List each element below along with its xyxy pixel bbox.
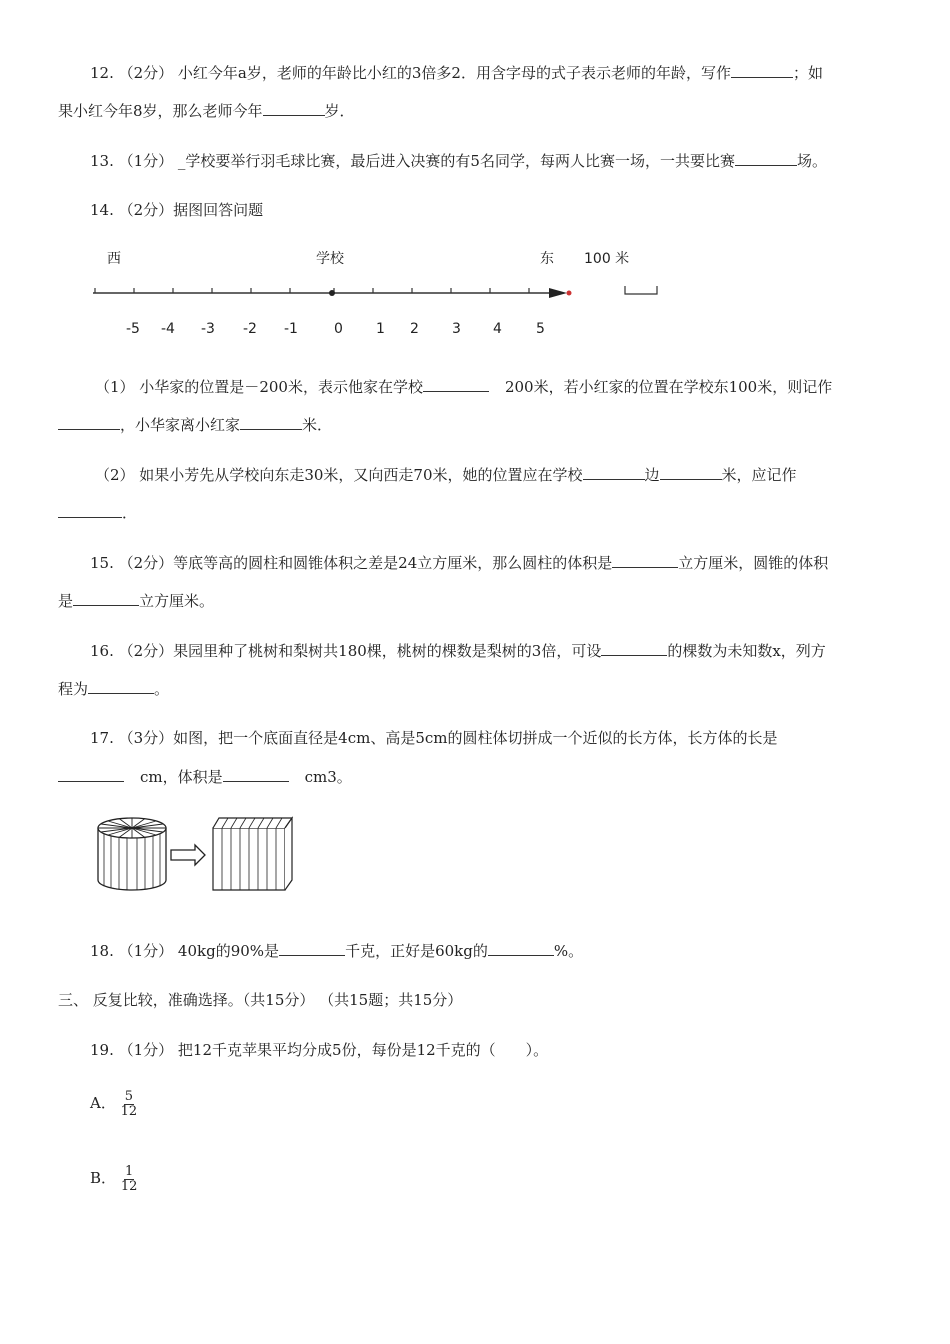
nl-scale-label: 100 米 [584, 251, 630, 267]
q12-blank-1[interactable] [731, 62, 793, 78]
fraction [121, 1165, 138, 1194]
q14-p1-line1 [95, 376, 832, 397]
q15-line1 [90, 552, 828, 573]
q12-text-4: 岁． [324, 102, 355, 120]
q14-p1-text-4: 米． [302, 416, 333, 434]
nl-tick-label: -1 [284, 321, 298, 337]
q18-text-2: 千克，正好是60kg的 [345, 942, 488, 960]
q17-text-3: cm3。 [304, 768, 352, 786]
q13-blank[interactable] [735, 150, 797, 166]
q14-p1-text-2: 200米，若小红家的位置在学校东100米，则记作 [504, 378, 833, 396]
q12-line1 [90, 62, 823, 83]
q19-option-a[interactable] [90, 1088, 137, 1119]
q14-p2-line1 [95, 464, 797, 485]
q14-p1-blank-3[interactable] [240, 414, 302, 430]
nl-arrow [549, 288, 567, 298]
nl-tick-label: 0 [334, 321, 343, 337]
q15-text-2: 立方厘米，圆锥的体积 [678, 554, 829, 572]
cylinder-shape [98, 818, 166, 890]
q14-p1-text: （1） 小华家的位置是－200米，表示他家在学校 [95, 378, 423, 396]
q19-option-a-label: A． [90, 1094, 116, 1112]
q14-title: 14. （2分）据图回答问题 [90, 201, 264, 219]
q17-line1: 17. （3分）如图，把一个底面直径是4cm、高是5cm的圆柱体切拼成一个近似的长方体，长方体的长是 [90, 729, 778, 747]
number-line [85, 278, 675, 308]
q13-text: 13. （1分） _学校要举行羽毛球比赛，最后进入决赛的有5名同学，每两人比赛一场，一共要比赛 [90, 152, 735, 170]
q16-text-2: 的棵数为未知数x，列方 [667, 642, 826, 660]
q12-line2 [58, 100, 355, 121]
q14-p2-line2 [58, 502, 137, 523]
q14-p2-text-2: 边 [644, 466, 660, 484]
q18-blank-1[interactable] [279, 940, 345, 956]
nl-school-label: 学校 [316, 251, 344, 267]
q15-text-3: 是 [58, 592, 74, 610]
cuboid-shape [213, 818, 292, 890]
q15-line2 [58, 590, 214, 611]
q12-blank-2[interactable] [263, 100, 325, 116]
q16-line1 [90, 640, 826, 661]
arrow-icon [171, 845, 205, 865]
nl-tick-label: 2 [410, 321, 419, 337]
q18-blank-2[interactable] [488, 940, 554, 956]
q17-blank-1[interactable] [58, 766, 124, 782]
q17-text-2: cm，体积是 [140, 768, 223, 786]
nl-tick-label: 1 [376, 321, 385, 337]
q14-p2-blank-2[interactable] [660, 464, 722, 480]
nl-origin-dot [329, 290, 335, 296]
q14-p2-text-4: ． [122, 504, 138, 522]
nl-tick-label: -2 [243, 321, 257, 337]
q19-option-b[interactable] [90, 1163, 137, 1194]
cylinder-to-cuboid-figure [95, 812, 300, 894]
fraction-numerator: 5 [124, 1088, 134, 1104]
nl-east-label: 东 [540, 251, 554, 267]
nl-scale-bar [625, 286, 657, 294]
q15-blank-2[interactable] [73, 590, 139, 606]
nl-tick-label: -5 [126, 321, 140, 337]
q16-blank-2[interactable] [88, 678, 154, 694]
nl-tick-label: 5 [536, 321, 545, 337]
q16-text-4: 。 [154, 680, 170, 698]
q18-line [90, 940, 583, 961]
q17-blank-2[interactable] [223, 766, 289, 782]
nl-tick-label: -3 [201, 321, 215, 337]
q15-text-4: 立方厘米。 [139, 592, 215, 610]
q13-line [90, 150, 827, 171]
nl-west-label: 西 [107, 251, 121, 267]
q18-text-3: %。 [553, 942, 584, 960]
nl-ticks [95, 288, 529, 293]
section-3-heading: 三、 反复比较，准确选择。（共15分） （共15题；共15分） [58, 991, 463, 1009]
fraction-denominator: 12 [120, 1178, 138, 1194]
q12-text: 12. （2分） 小红今年a岁，老师的年龄比小红的3倍多2．用含字母的式子表示老师的年龄，写作 [90, 64, 731, 82]
q14-p2-text-3: 米，应记作 [721, 466, 797, 484]
q13-text-2: 场。 [796, 152, 827, 170]
q16-text-3: 程为 [58, 680, 89, 698]
q14-p2-blank-1[interactable] [583, 464, 645, 480]
fraction-denominator: 12 [120, 1103, 138, 1119]
nl-tick-label: 3 [452, 321, 461, 337]
q16-text: 16. （2分）果园里种了桃树和梨树共180棵，桃树的棵数是梨树的3倍，可设 [90, 642, 602, 660]
q15-text: 15. （2分）等底等高的圆柱和圆锥体积之差是24立方厘米，那么圆柱的体积是 [90, 554, 613, 572]
fraction [121, 1090, 138, 1119]
nl-arrow-dot [567, 291, 572, 296]
q16-blank-1[interactable] [601, 640, 667, 656]
nl-tick-label: 4 [493, 321, 502, 337]
q17-line2 [58, 766, 352, 787]
q12-text-3: 果小红今年8岁，那么老师今年 [58, 102, 263, 120]
q14-p2-text: （2） 如果小芳先从学校向东走30米，又向西走70米，她的位置应在学校 [95, 466, 583, 484]
q18-text: 18. （1分） 40kg的90%是 [90, 942, 280, 960]
q14-p2-blank-3[interactable] [58, 502, 122, 518]
q19-stem: 19. （1分） 把12千克苹果平均分成5份，每份是12千克的（ ）。 [90, 1041, 549, 1059]
q14-p1-blank-1[interactable] [423, 376, 489, 392]
q14-p1-text-3: ，小华家离小红家 [120, 416, 241, 434]
q16-line2 [58, 678, 169, 699]
q14-p1-blank-2[interactable] [58, 414, 120, 430]
q14-p1-line2 [58, 414, 332, 435]
fraction-numerator: 1 [124, 1163, 134, 1179]
q19-option-b-label: B． [90, 1169, 117, 1187]
q12-text-2: ；如 [792, 64, 823, 82]
nl-tick-label: -4 [161, 321, 175, 337]
q15-blank-1[interactable] [612, 552, 678, 568]
